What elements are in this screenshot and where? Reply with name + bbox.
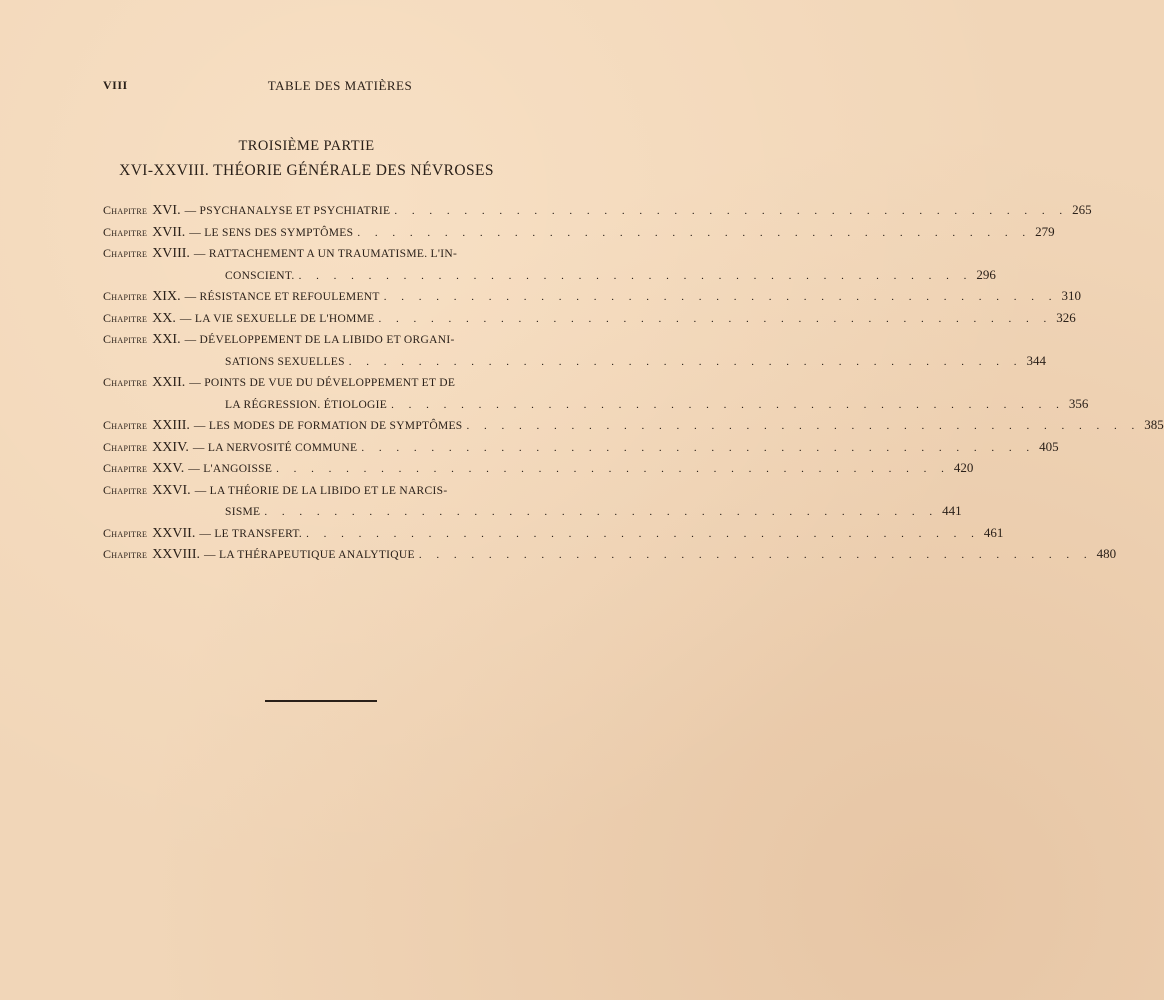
toc-entry [103,286,1081,308]
toc-entry [103,415,1164,437]
chapter-number: XXV. [152,461,185,476]
chapter-label: Chapitre [103,525,148,540]
toc-entry [103,523,1004,545]
toc-entry [103,243,996,286]
chapter-title: — RATTACHEMENT A UN TRAUMATISME. L'IN- [193,248,458,260]
chapter-title: — L'ANGOISSE [188,463,273,475]
chapter-title: — LA VIE SEXUELLE DE L'HOMME [179,312,375,325]
toc-entry-line [103,415,1164,437]
toc-entry-line [103,523,1004,545]
chapter-label: Chapitre [103,246,148,260]
chapter-number: XXVI. [152,482,191,498]
dot-leader: . . . . . . . . . . . . . . . . . . . . . . . . . . . . . . . . . . . . . . . [466,420,1141,432]
toc-entry-line [103,458,974,480]
chapter-label: Chapitre [103,224,148,239]
chapter-title: SISME [225,506,261,518]
dot-leader: . . . . . . . . . . . . . . . . . . . . . . . . . . . . . . . . . . . . . . . [394,205,1069,217]
dot-leader: . . . . . . . . . . . . . . . . . . . . . . . . . . . . . . . . . . . . . . . [348,355,1023,368]
page-reference: 344 [1026,352,1047,368]
dot-leader: . . . . . . . . . . . . . . . . . . . . . . . . . . . . . . . . . . . . . . . [264,506,939,518]
chapter-title: — LA THÉRAPEUTIQUE ANALYTIQUE [204,549,415,561]
dot-leader: . . . . . . . . . . . . . . . . . . . . . . . . . . . . . . . . . . . . . . . [378,312,1053,325]
chapter-number: XVI. [152,203,181,218]
toc-entry-line [103,394,1089,416]
page-reference: 265 [1072,202,1092,217]
dot-leader: . . . . . . . . . . . . . . . . . . . . . . . . . . . . . . . . . . . . . . . [383,291,1058,303]
chapter-label: Chapitre [103,375,148,389]
toc-entry-line [103,329,543,351]
chapter-number: XIX. [152,289,181,304]
running-title: TABLE DES MATIÈRES [267,78,413,93]
chapter-number: XXVII. [152,525,196,541]
chapter-title: — LE SENS DES SYMPTÔMES [189,226,354,239]
chapter-title: — RÉSISTANCE ET REFOULEMENT [184,291,380,303]
page-reference: 441 [942,503,962,518]
page-reference: 461 [983,524,1004,540]
dot-leader: . . . . . . . . . . . . . . . . . . . . . . . . . . . . . . . . . . . . . . . [391,398,1065,411]
page-reference: 385 [1144,417,1164,432]
dot-leader: . . . . . . . . . . . . . . . . . . . . . . . . . . . . . . . . . . . . . . . [276,463,950,475]
toc-entry [103,329,1047,372]
chapter-number: XXI. [152,332,181,347]
dot-leader: . . . . . . . . . . . . . . . . . . . . . . . . . . . . . . . . . . . . . . . [298,269,973,282]
toc-entry-line [103,480,543,502]
chapter-number: XXII. [152,375,186,390]
page-reference: 326 [1056,309,1076,325]
chapter-number: XVIII. [152,246,190,261]
chapter-title: CONSCIENT. [225,269,295,282]
chapter-number: XXIV. [152,439,189,455]
chapter-number: XXVIII. [152,547,201,562]
toc-entry-line [103,501,962,523]
dot-leader: . . . . . . . . . . . . . . . . . . . . . . . . . . . . . . . . . . . . . . . [418,549,1093,561]
chapter-number: XXIII. [152,418,190,433]
toc-entry [103,222,1055,244]
toc-entry-line [103,308,1076,330]
toc-entry-line [103,200,1092,222]
dot-leader: . . . . . . . . . . . . . . . . . . . . . . . . . . . . . . . . . . . . . . . [357,226,1032,239]
chapter-title: — PSYCHANALYSE ET PSYCHIATRIE [184,205,391,217]
page-reference: 356 [1068,395,1089,411]
end-rule-divider [265,700,377,702]
toc-entry-line [103,286,1081,308]
chapter-title: — LE TRANSFERT. [199,527,303,540]
chapter-title: — LA NERVOSITÉ COMMUNE [192,441,358,454]
toc-entry [103,480,962,523]
chapter-label: Chapitre [103,439,148,454]
chapter-title: SATIONS SEXUELLES [225,355,345,368]
toc-entry-line [103,544,1117,566]
toc-entry-line [103,437,1059,459]
chapter-number: XVII. [152,224,186,240]
chapter-number: XX. [152,310,176,326]
chapter-label: Chapitre [103,547,148,561]
page-reference: 420 [953,460,974,475]
dot-leader: . . . . . . . . . . . . . . . . . . . . . . . . . . . . . . . . . . . . . . . [361,441,1036,454]
page-reference: 405 [1039,438,1059,454]
chapter-title: — LES MODES DE FORMATION DE SYMPTÔMES [193,420,463,432]
part-title: TROISIÈME PARTIE [238,138,375,154]
page-reference: 296 [976,266,996,282]
page-header [103,78,543,98]
toc-entry [103,308,1076,330]
section-title: XVI-XXVIII. THÉORIE GÉNÉRALE DES NÉVROSES [119,162,494,179]
toc-entry-line [103,222,1055,244]
table-of-contents [103,200,1164,566]
toc-entry-line [103,265,996,287]
chapter-label: Chapitre [103,289,148,303]
toc-entry-line [103,243,543,265]
chapter-title: LA RÉGRESSION. ÉTIOLOGIE [225,398,388,411]
page-number: VIII [103,78,128,92]
chapter-label: Chapitre [103,461,148,475]
toc-entry [103,544,1117,566]
dot-leader: . . . . . . . . . . . . . . . . . . . . . . . . . . . . . . . . . . . . . . . [306,527,980,540]
chapter-label: Chapitre [103,482,148,497]
chapter-label: Chapitre [103,203,148,217]
toc-entry-line [103,351,1047,373]
toc-entry [103,200,1092,222]
chapter-label: Chapitre [103,332,148,346]
toc-entry [103,458,974,480]
chapter-title: — DÉVELOPPEMENT DE LA LIBIDO ET ORGANI- [184,334,455,346]
chapter-title: — LA THÉORIE DE LA LIBIDO ET LE NARCIS- [194,484,448,497]
page-reference: 310 [1061,288,1081,303]
page-reference: 279 [1035,223,1055,239]
chapter-title: — POINTS DE VUE DU DÉVELOPPEMENT ET DE [189,377,456,389]
toc-entry-line [103,372,543,394]
page-reference: 480 [1096,546,1117,561]
toc-entry [103,372,1089,415]
chapter-label: Chapitre [103,310,148,325]
chapter-label: Chapitre [103,418,148,432]
toc-entry [103,437,1059,459]
